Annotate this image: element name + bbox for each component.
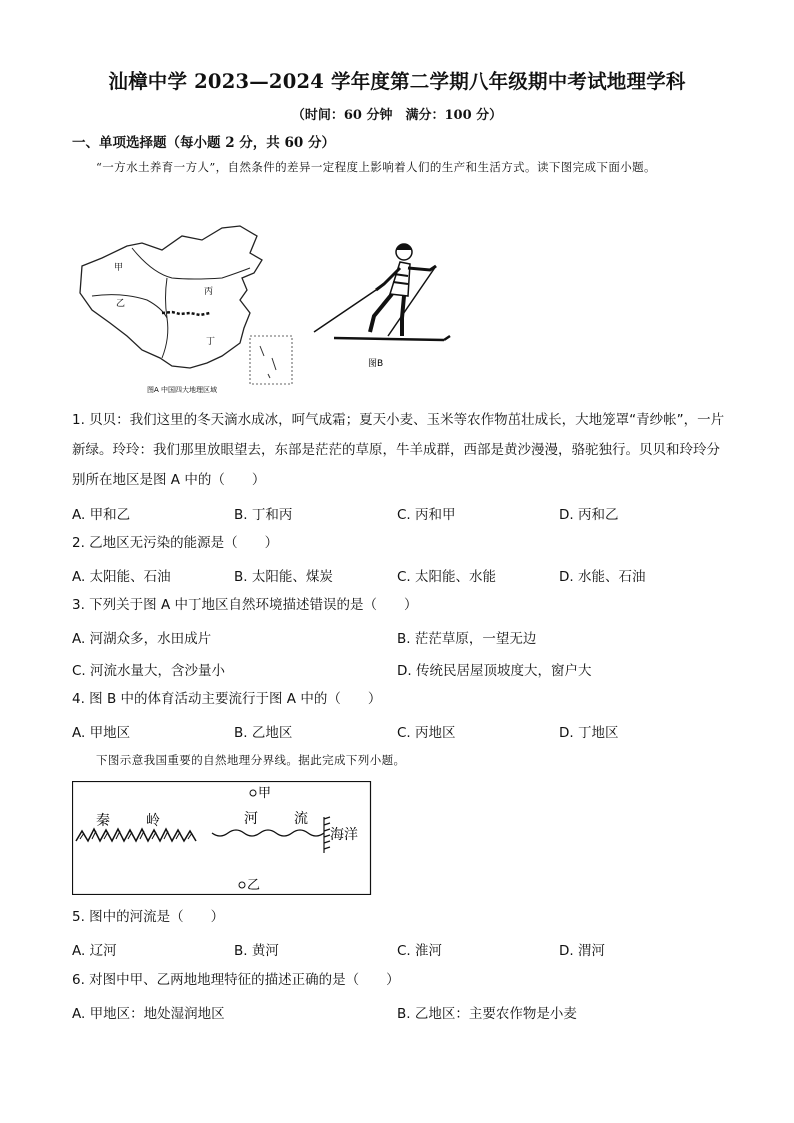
q3-option-d[interactable]: D. 传统民居屋顶坡度大，窗户大 — [397, 663, 592, 679]
figure-c-frame — [73, 782, 371, 895]
skis — [334, 336, 450, 340]
ling-label: 岭 — [146, 813, 160, 829]
q5-option-c[interactable]: C. 淮河 — [397, 943, 443, 959]
china-outline — [80, 226, 262, 368]
exam-time-score: （时间：60 分钟 满分：100 分） — [291, 108, 503, 123]
page-title: 汕樟中学 2023—2024 学年度第二学期八年级期中考试地理学科 — [108, 70, 686, 93]
q1-option-a[interactable]: A. 甲和乙 — [72, 507, 131, 523]
question-4-stem: 4. 图 B 中的体育活动主要流行于图 A 中的（ ） — [72, 691, 382, 707]
q5-option-d[interactable]: D. 渭河 — [559, 943, 605, 959]
intro-paragraph-2: 下图示意我国重要的自然地理分界线。据此完成下列小题。 — [96, 753, 406, 767]
ski-pole-left — [314, 290, 376, 332]
section-heading: 一、单项选择题（每小题 2 分，共 60 分） — [72, 135, 335, 151]
he-label: 河 — [244, 811, 258, 827]
river-line — [212, 830, 324, 836]
sea-label: 海洋 — [330, 827, 358, 843]
q6-option-a[interactable]: A. 甲地区：地处湿润地区 — [72, 1006, 225, 1022]
figure-a-caption: 图A 中国四大地理区域 — [147, 386, 218, 394]
question-5-stem: 5. 图中的河流是（ ） — [72, 909, 225, 925]
q5-option-a[interactable]: A. 辽河 — [72, 943, 117, 959]
q1-option-c[interactable]: C. 丙和甲 — [397, 507, 456, 523]
skier-leg-back — [370, 294, 392, 332]
q2-option-b[interactable]: B. 太阳能、煤炭 — [234, 569, 333, 585]
qinling-huaihe-line — [162, 312, 210, 315]
figure-a-china-regions-map — [72, 218, 302, 396]
skier-cap — [396, 244, 412, 250]
figure-b-skier — [304, 232, 454, 372]
region-label-ding: 丁 — [206, 337, 216, 347]
q2-option-a[interactable]: A. 太阳能、石油 — [72, 569, 171, 585]
q6-option-b[interactable]: B. 乙地区：主要农作物是小麦 — [397, 1006, 577, 1022]
q3-option-b[interactable]: B. 茫茫草原，一望无边 — [397, 631, 537, 647]
region-boundary-tibet — [92, 295, 167, 318]
q4-option-d[interactable]: D. 丁地区 — [559, 725, 619, 741]
q4-option-c[interactable]: C. 丙地区 — [397, 725, 456, 741]
skier-body — [390, 262, 410, 296]
skier-arm-right — [408, 266, 436, 270]
qin-label: 秦 — [96, 813, 110, 829]
q2-option-c[interactable]: C. 太阳能、水能 — [397, 569, 497, 585]
q1-option-d[interactable]: D. 丙和乙 — [559, 507, 619, 523]
point-jia-label: 甲 — [258, 786, 272, 801]
figure-c-boundary-diagram — [72, 781, 372, 895]
q1-option-b[interactable]: B. 丁和丙 — [234, 507, 293, 523]
liu-label: 流 — [294, 811, 308, 827]
intro-paragraph: “一方水土养育一方人”，自然条件的差异一定程度上影响着人们的生产和生活方式。读下图完成下面小题。 — [96, 160, 656, 174]
region-boundary-north — [132, 248, 250, 279]
point-yi-label: 乙 — [247, 878, 261, 893]
south-china-sea-inset — [250, 336, 292, 384]
region-label-bing: 丙 — [204, 287, 214, 297]
point-jia-marker — [250, 790, 256, 796]
q4-option-b[interactable]: B. 乙地区 — [234, 725, 293, 741]
q3-option-c[interactable]: C. 河流水量大，含沙量小 — [72, 663, 226, 679]
region-label-yi: 乙 — [116, 299, 126, 309]
question-1-stem: 1. 贝贝：我们这里的冬天滴水成冰，呵气成霜；夏天小麦、玉米等农作物茁壮成长，大地笼罩“青纱帐”，一片新绿。玲玲：我们那里放眼望去，东部是茫茫的草原，牛羊成群，西部是黄沙漫漫，骆驼独行。贝贝和玲玲分别所在地区是图 A 中的（ ） — [72, 412, 725, 488]
q5-option-b[interactable]: B. 黄河 — [234, 943, 279, 959]
question-2-stem: 2. 乙地区无污染的能源是（ ） — [72, 535, 279, 551]
question-6-stem: 6. 对图中甲、乙两地地理特征的描述正确的是（ ） — [72, 972, 400, 988]
q2-option-d[interactable]: D. 水能、石油 — [559, 569, 646, 585]
region-label-jia: 甲 — [114, 263, 124, 273]
figure-b-caption: 图B — [368, 359, 384, 369]
question-3-stem: 3. 下列关于图 A 中丁地区自然环境描述错误的是（ ） — [72, 597, 418, 613]
q3-option-a[interactable]: A. 河湖众多，水田成片 — [72, 631, 212, 647]
point-yi-marker — [239, 882, 245, 888]
region-boundary-south — [162, 278, 168, 358]
q4-option-a[interactable]: A. 甲地区 — [72, 725, 131, 741]
inset-islands — [260, 346, 276, 378]
